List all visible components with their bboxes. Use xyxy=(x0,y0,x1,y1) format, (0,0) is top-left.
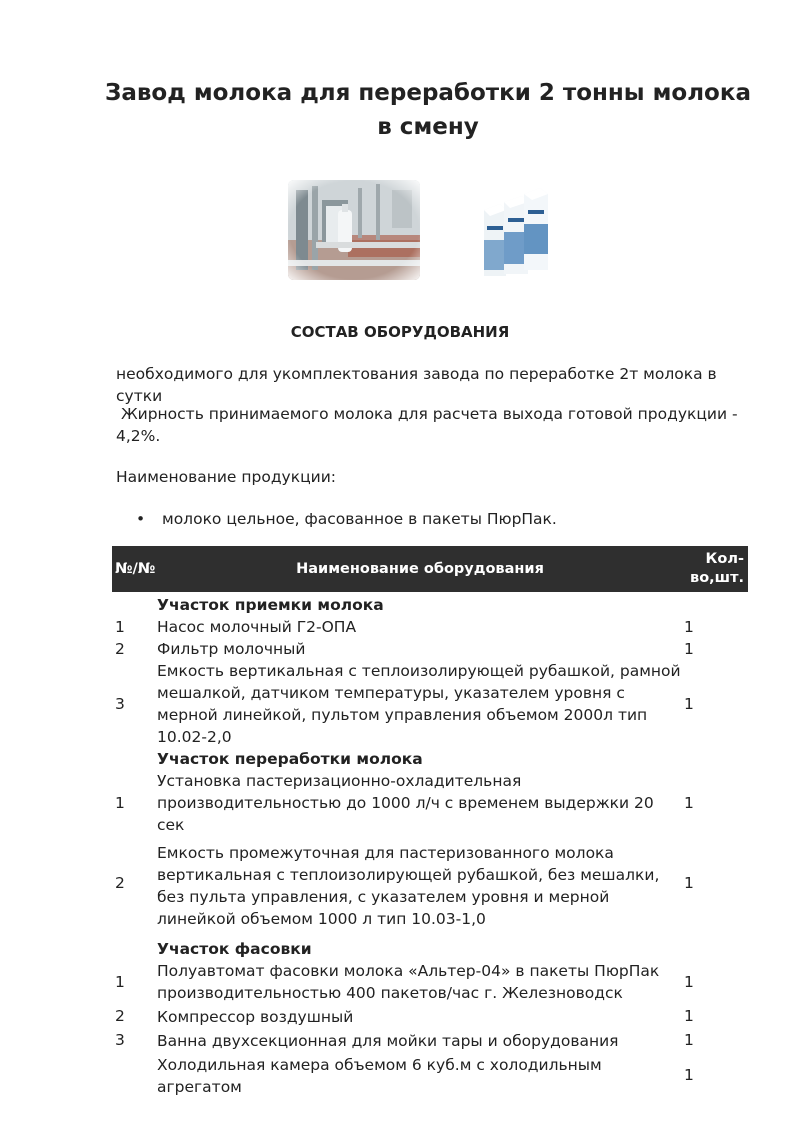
list-item-text: молоко цельное, фасованное в пакеты ПюрПак. xyxy=(162,510,557,528)
header-quantity: Кол-во,шт. xyxy=(690,551,744,586)
equipment-table xyxy=(112,546,748,1098)
table-row xyxy=(112,1052,748,1098)
row-name: Насос молочный Г2-ОПА xyxy=(157,618,357,636)
row-quantity: 1 xyxy=(684,640,694,658)
row-quantity: 1 xyxy=(684,1031,694,1049)
factory-photo xyxy=(288,180,420,280)
table-row xyxy=(112,930,748,960)
bullet-icon: • xyxy=(136,510,146,528)
row-number: 1 xyxy=(115,618,125,636)
table-row xyxy=(112,1004,748,1028)
row-quantity: 1 xyxy=(684,618,694,636)
product-photos xyxy=(0,180,800,282)
row-name: Полуавтомат фасовки молока «Альтер-04» в пакеты ПюрПак производительностью 400 пакетов/час г. Железноводск xyxy=(157,962,660,1002)
table-row xyxy=(112,592,748,616)
row-quantity: 1 xyxy=(684,874,694,892)
row-name: Установка пастеризационно-охладительная производительностью до 1000 л/ч с временем выдержки 20 сек xyxy=(157,772,654,834)
row-number: 2 xyxy=(115,1007,125,1025)
section-title: Участок приемки молока xyxy=(157,596,384,614)
page-title: Завод молока для переработки 2 тонны молока в смену xyxy=(105,80,751,140)
row-quantity: 1 xyxy=(684,1066,694,1084)
row-quantity: 1 xyxy=(684,794,694,812)
section-heading: СОСТАВ ОБОРУДОВАНИЯ xyxy=(290,323,510,341)
table-row xyxy=(112,660,748,748)
table-row xyxy=(112,638,748,660)
row-quantity: 1 xyxy=(684,1007,694,1025)
section-title: Участок переработки молока xyxy=(157,750,423,768)
products-label: Наименование продукции: xyxy=(116,468,337,486)
row-name: Компрессор воздушный xyxy=(157,1008,354,1026)
table-row xyxy=(112,748,748,770)
section-title: Участок фасовки xyxy=(157,940,312,958)
row-number: 2 xyxy=(115,874,125,892)
row-quantity: 1 xyxy=(684,695,694,713)
bottling-line-image xyxy=(288,180,420,280)
row-number: 3 xyxy=(115,695,125,713)
row-name: Фильтр молочный xyxy=(157,640,306,658)
table-row xyxy=(112,616,748,638)
row-number: 3 xyxy=(115,1031,125,1049)
row-name: Холодильная камера объемом 6 куб.м с холодильным агрегатом xyxy=(157,1056,602,1096)
row-number: 2 xyxy=(115,640,125,658)
row-name: Ванна двухсекционная для мойки тары и оборудования xyxy=(157,1032,619,1050)
row-number: 1 xyxy=(115,794,125,812)
fat-content-paragraph: Жирность принимаемого молока для расчета выхода готовой продукции - 4,2%. xyxy=(116,405,743,445)
intro-paragraph: необходимого для укомплектования завода по переработке 2т молока в сутки xyxy=(116,365,717,405)
table-header xyxy=(112,546,748,592)
table-row xyxy=(112,960,748,1004)
header-number: №/№ xyxy=(115,561,156,577)
milk-cartons-image xyxy=(478,188,554,278)
table-row xyxy=(112,770,748,836)
row-name: Емкость вертикальная с теплоизолирующей рубашкой, рамной мешалкой, датчиком температуры, указателем уровня с мерной линейкой, пультом управления объемом 2000л тип 10.02-2,0 xyxy=(157,662,681,746)
row-name: Емкость промежуточная для пастеризованного молока вертикальная с теплоизолирующей рубашкой, без мешалки, без пульта управления, с указателем уровня и мерной линейкой объемом 1000 л тип 10.03-1,0 xyxy=(157,844,660,928)
row-quantity: 1 xyxy=(684,973,694,991)
table-row xyxy=(112,1028,748,1052)
table-row xyxy=(112,836,748,930)
milk-cartons-photo xyxy=(478,188,554,278)
row-number: 1 xyxy=(115,973,125,991)
header-name: Наименование оборудования xyxy=(296,561,544,577)
